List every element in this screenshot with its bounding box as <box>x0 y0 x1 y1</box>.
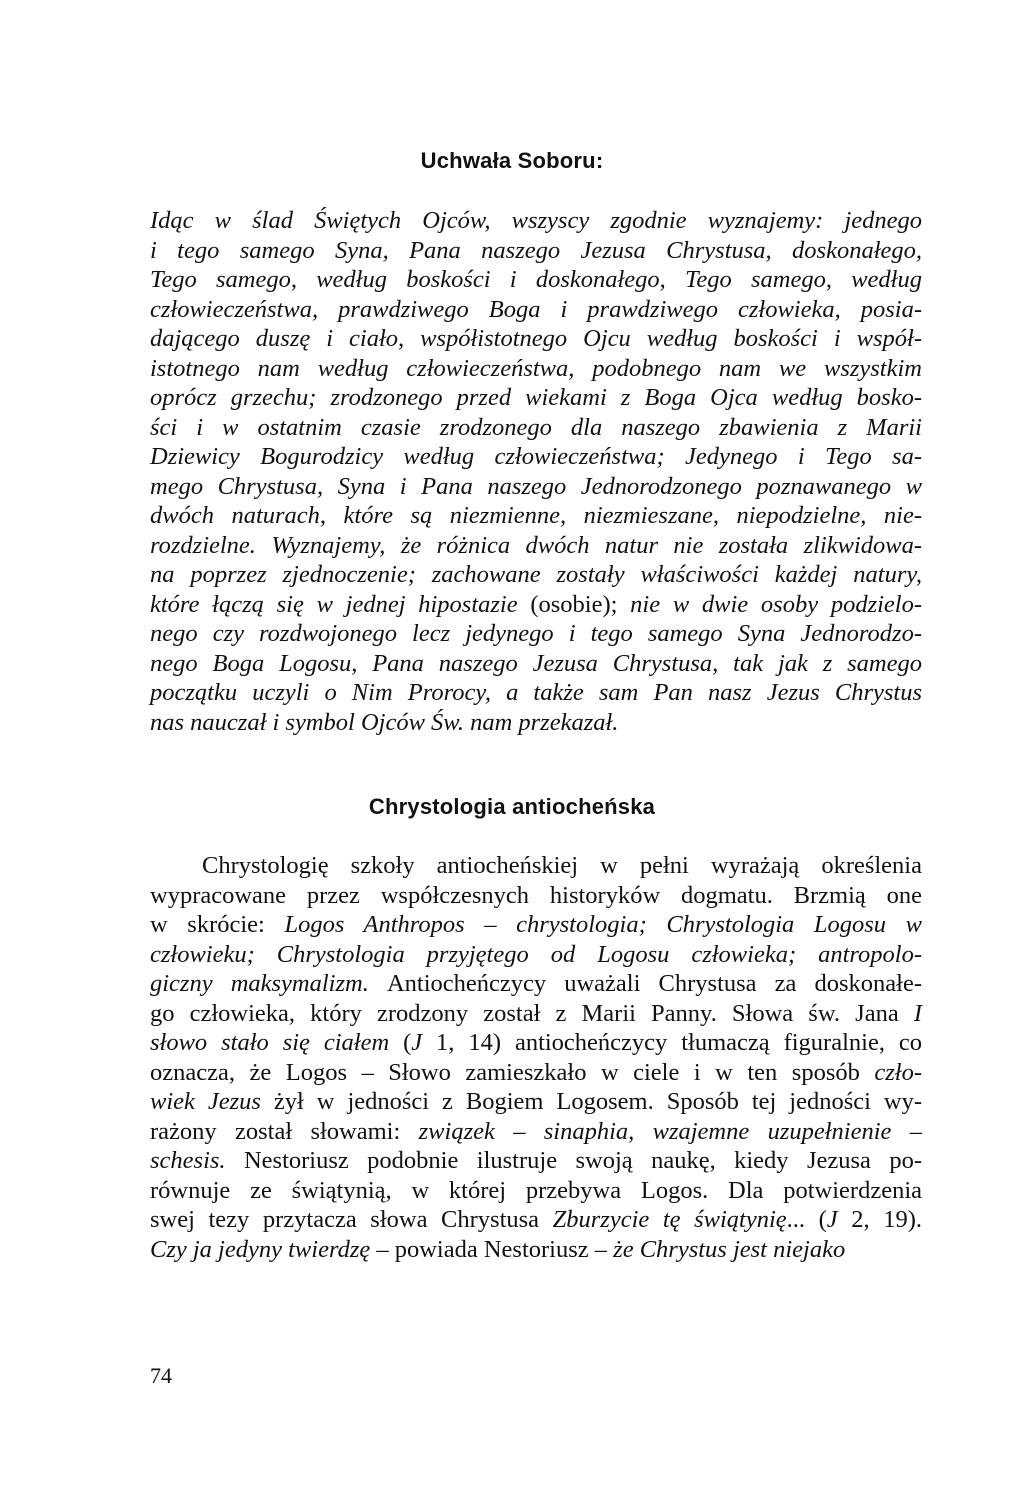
text-line <box>150 236 922 266</box>
italic-text-run: człowieczeństwa, prawdziwego Boga i prawdziwego człowieka, posia- <box>150 295 922 323</box>
text-run: (osobie); <box>530 590 631 618</box>
italic-text-run: które łączą się w jednej hipostazie <box>150 590 531 618</box>
italic-text-run: oprócz grzechu; zrodzonego przed wiekami z Boga Ojca według bosko- <box>150 384 922 411</box>
italic-text-run: nego Boga Logosu, Pana naszego Jezusa Chrystusa, tak jak z samego <box>150 649 922 677</box>
text-line <box>150 1028 922 1058</box>
italic-text-run: Dziewicy Bogurodzicy według człowieczeństwa; Jedynego i Tego sa- <box>150 443 922 470</box>
text-line <box>150 531 922 561</box>
text-line <box>150 501 922 531</box>
text-line <box>150 1235 922 1265</box>
italic-text-run: istotnego nam według człowieczeństwa, podobnego nam we wszystkim <box>150 354 922 382</box>
italic-text-run: schesis. <box>150 1147 244 1174</box>
text-line <box>150 708 922 738</box>
italic-text-run: i tego samego Syna, Pana naszego Jezusa Chrystusa, doskonałego, <box>150 236 922 264</box>
text-line <box>150 560 922 590</box>
text-line <box>150 354 922 384</box>
text-run: Chrystologię szkoły antiocheńskiej w pełni wyrażają określenia <box>202 852 922 879</box>
italic-text-run: człowieku; Chrystologia przyjętego od Logosu człowieka; antropolo- <box>150 940 922 968</box>
text-line <box>150 678 922 708</box>
text-line <box>150 413 922 443</box>
text-line <box>150 881 922 911</box>
text-line <box>150 851 922 881</box>
italic-text-run: mego Chrystusa, Syna i Pana naszego Jednorodzonego poznawanego w <box>150 472 922 500</box>
text-line <box>150 619 922 649</box>
text-line <box>150 910 922 940</box>
italic-text-run: Zburzycie tę świątynię <box>552 1206 787 1233</box>
italic-text-run: J <box>826 1206 838 1233</box>
text-line <box>150 940 922 970</box>
text-run: żył w jedności z Bogiem Logosem. Sposób tej jedności wy- <box>273 1088 922 1115</box>
italic-text-run: dającego duszę i ciało, współistotnego Ojcu według boskości i współ- <box>150 325 922 352</box>
italic-text-run: wiek Jezus <box>150 1088 274 1115</box>
text-line <box>150 295 922 325</box>
italic-text-run: nie w dwie osoby podzielo- <box>630 590 922 618</box>
text-line <box>150 206 922 236</box>
italic-text-run: związek – sinaphia, wzajemne uzupełnienie – <box>418 1117 922 1145</box>
text-run: swej tezy przytacza słowa Chrystusa <box>150 1206 553 1233</box>
text-run: – powiada Nestoriusz – <box>376 1235 614 1263</box>
italic-text-run: na poprzez zjednoczenie; zachowane zostały właściwości każdej natury, <box>150 561 922 588</box>
text-run: Nestoriusz podobnie ilustruje swoją naukę, kiedy Jezusa po- <box>243 1147 922 1174</box>
antiochene-christology-heading: Chrystologia antiocheńska <box>368 794 656 819</box>
text-run: ( <box>403 1029 412 1056</box>
italic-text-run: ści i w ostatnim czasie zrodzonego dla naszego zbawienia z Marii <box>150 413 922 441</box>
text-line <box>150 324 922 354</box>
page-number: 74 <box>150 1363 172 1388</box>
text-line <box>150 1205 922 1235</box>
text-line <box>150 999 922 1029</box>
text-line <box>150 969 922 999</box>
council-resolution-heading: Uchwała Soboru: <box>420 148 604 173</box>
text-run: rażony został słowami: <box>150 1117 419 1145</box>
italic-text-run: I <box>913 999 922 1027</box>
antiochene-christology-paragraph <box>150 851 922 1264</box>
text-line <box>150 1176 922 1206</box>
italic-text-run: rozdzielne. Wyznajemy, że różnica dwóch natur nie została zlikwidowa- <box>150 531 922 559</box>
text-run: 1, 14) antiocheńczycy tłumaczą figuralnie, co <box>422 1029 922 1056</box>
text-run: 2, 19). <box>837 1206 922 1233</box>
council-resolution-text <box>150 206 922 737</box>
text-line <box>150 649 922 679</box>
text-line <box>150 442 922 472</box>
italic-text-run: J <box>411 1029 423 1056</box>
italic-text-run: Tego samego, według boskości i doskonałego, Tego samego, według <box>150 266 922 293</box>
italic-text-run: Idąc w ślad Świętych Ojców, wszyscy zgodnie wyznajemy: jednego <box>150 207 922 234</box>
text-line <box>150 472 922 502</box>
italic-text-run: nego czy rozdwojonego lecz jedynego i tego samego Syna Jednorodzo- <box>150 620 922 647</box>
text-run: go człowieka, który zrodzony został z Marii Panny. Słowa św. Jana <box>150 999 914 1027</box>
text-run: równuje ze świątynią, w której przebywa Logos. Dla potwierdzenia <box>150 1176 922 1204</box>
italic-text-run: że Chrystus jest niejako <box>613 1235 846 1263</box>
italic-text-run: Logos Anthropos – chrystologia; Chrystologia Logosu w <box>284 911 922 938</box>
text-run: ... ( <box>786 1206 827 1233</box>
italic-text-run: początku uczyli o Nim Prorocy, a także sam Pan nasz Jezus Chrystus <box>150 679 922 706</box>
text-line <box>150 265 922 295</box>
text-line <box>150 1058 922 1088</box>
italic-text-run: słowo stało się ciałem <box>150 1029 404 1056</box>
text-line <box>150 383 922 413</box>
italic-text-run: nas nauczał i symbol Ojców Św. nam przekazał. <box>150 708 619 736</box>
text-run: wypracowane przez współczesnych historyków dogmatu. Brzmią one <box>150 881 922 909</box>
italic-text-run: dwóch naturach, które są niezmienne, niezmieszane, niepodzielne, nie- <box>150 502 922 529</box>
text-line <box>150 1087 922 1117</box>
text-line <box>150 1117 922 1147</box>
text-run: w skrócie: <box>150 911 285 938</box>
text-run: oznacza, że Logos – Słowo zamieszkało w ciele i w ten sposób <box>150 1058 875 1086</box>
text-line <box>150 590 922 620</box>
italic-text-run: giczny maksymalizm. <box>150 970 387 997</box>
italic-text-run: czło- <box>874 1058 922 1086</box>
text-run: Antiocheńczycy uważali Chrystusa za doskonałe- <box>386 970 922 997</box>
text-line <box>150 1146 922 1176</box>
italic-text-run: Czy ja jedyny twierdzę <box>150 1235 377 1263</box>
